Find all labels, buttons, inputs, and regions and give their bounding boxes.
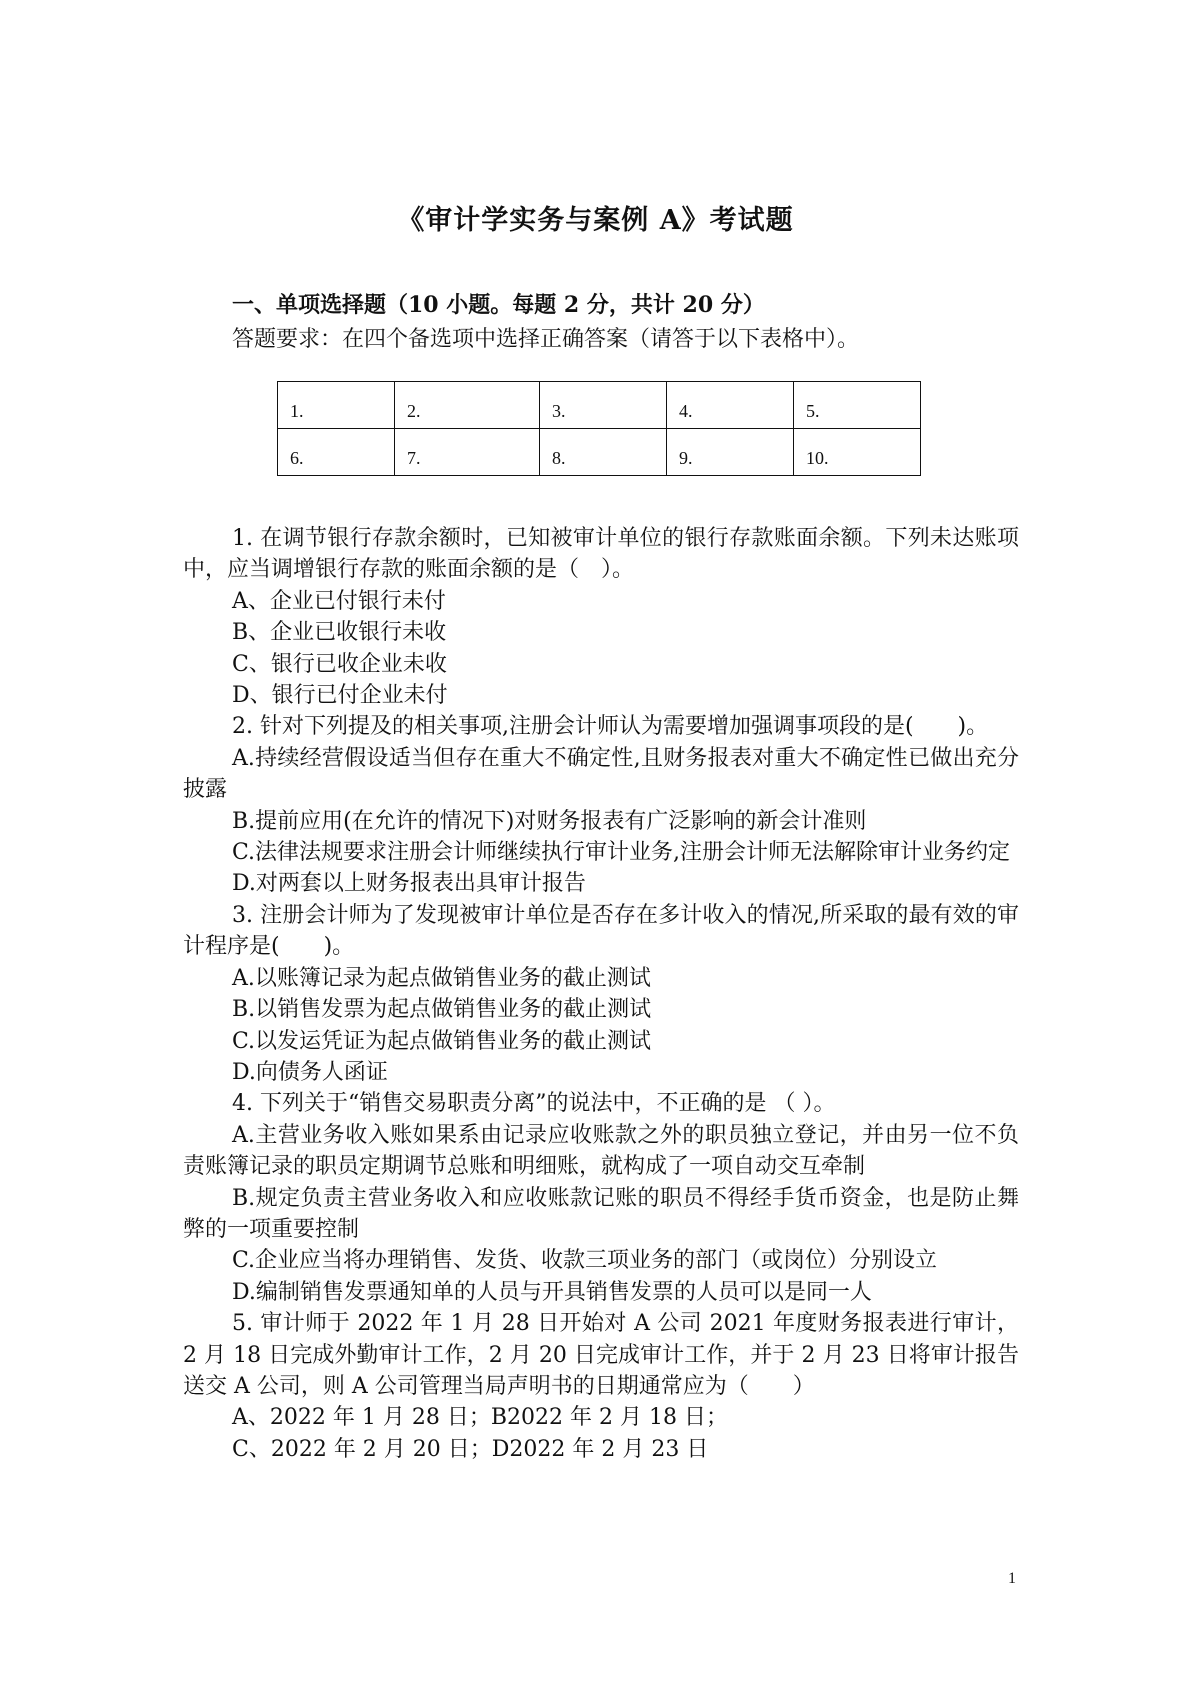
question-stem: 5. 审计师于 2022 年 1 月 28 日开始对 A 公司 2021 年度财务报表进行审计，2 月 18 日完成外勤审计工作，2 月 20 日完成审计工作，并于 2 月 23 日将审计报告送交 A 公司，则 A 公司管理当局声明书的日期通常应为（ ） <box>183 1311 1019 1399</box>
question-stem: 3. 注册会计师为了发现被审计单位是否存在多计收入的情况,所采取的最有效的审计程序是( )。 <box>183 902 1019 960</box>
question-option: C.以发运凭证为起点做销售业务的截止测试 <box>232 1028 652 1054</box>
question-stem: 1. 在调节银行存款余额时，已知被审计单位的银行存款账面余额。下列未达账项中，应当调增银行存款的账面余额的是（ ）。 <box>183 526 1019 583</box>
question-option: B.提前应用(在允许的情况下)对财务报表有广泛影响的新会计准则 <box>232 808 867 834</box>
question-list <box>183 523 1019 1465</box>
section-heading: 一、单项选择题（10 小题。每题 2 分，共计 20 分） <box>232 292 765 318</box>
question-option: D.对两套以上财务报表出具审计报告 <box>232 871 586 897</box>
question-option: A.以账簿记录为起点做销售业务的截止测试 <box>232 965 651 991</box>
question-option: C.法律法规要求注册会计师继续执行审计业务,注册会计师无法解除审计业务约定 <box>232 840 1011 866</box>
question-option: A、2022 年 1 月 28 日；B2022 年 2 月 18 日； <box>232 1405 728 1431</box>
question-option: C、银行已收企业未收 <box>232 651 447 677</box>
question-option: D.编制销售发票通知单的人员与开具销售发票的人员可以是同一人 <box>232 1279 872 1305</box>
question-option: B、企业已收银行未收 <box>232 620 447 646</box>
answer-cell[interactable]: 6. <box>278 429 395 476</box>
page-title: 《审计学实务与案例 A》考试题 <box>397 205 794 236</box>
question-option: B.以销售发票为起点做销售业务的截止测试 <box>232 997 652 1023</box>
page-number: 1 <box>1008 1570 1016 1587</box>
question-option: D、银行已付企业未付 <box>232 683 448 709</box>
answer-cell[interactable]: 3. <box>540 382 667 429</box>
question-option: C、2022 年 2 月 20 日；D2022 年 2 月 23 日 <box>232 1436 709 1462</box>
question-option: A、企业已付银行未付 <box>232 588 446 614</box>
answer-cell[interactable]: 8. <box>540 429 667 476</box>
question-stem: 4. 下列关于“销售交易职责分离”的说法中，不正确的是 （ ）。 <box>232 1091 836 1117</box>
answer-cell[interactable]: 7. <box>395 429 540 476</box>
answer-cell[interactable]: 9. <box>667 429 794 476</box>
question-stem: 2. 针对下列提及的相关事项,注册会计师认为需要增加强调事项段的是( )。 <box>232 714 989 740</box>
answer-cell[interactable]: 2. <box>395 382 540 429</box>
question-option: A.主营业务收入账如果系由记录应收账款之外的职员独立登记，并由另一位不负责账簿记录的职员定期调节总账和明细账，就构成了一项自动交互牵制 <box>183 1122 1019 1180</box>
answer-table <box>277 381 921 476</box>
question-option: C.企业应当将办理销售、发货、收款三项业务的部门（或岗位）分别设立 <box>232 1248 938 1274</box>
answer-cell[interactable]: 4. <box>667 382 794 429</box>
answer-cell[interactable]: 10. <box>794 429 921 476</box>
question-option: B.规定负责主营业务收入和应收账款记账的职员不得经手货币资金，也是防止舞弊的一项重要控制 <box>183 1185 1019 1242</box>
answer-requirement: 答题要求：在四个备选项中选择正确答案（请答于以下表格中）。 <box>232 327 860 352</box>
answer-cell[interactable]: 1. <box>278 382 395 429</box>
table-row <box>278 382 921 429</box>
question-option: A.持续经营假设适当但存在重大不确定性,且财务报表对重大不确定性已做出充分披露 <box>183 745 1019 803</box>
answer-cell[interactable]: 5. <box>794 382 921 429</box>
question-option: D.向债务人函证 <box>232 1059 388 1085</box>
table-row <box>278 429 921 476</box>
